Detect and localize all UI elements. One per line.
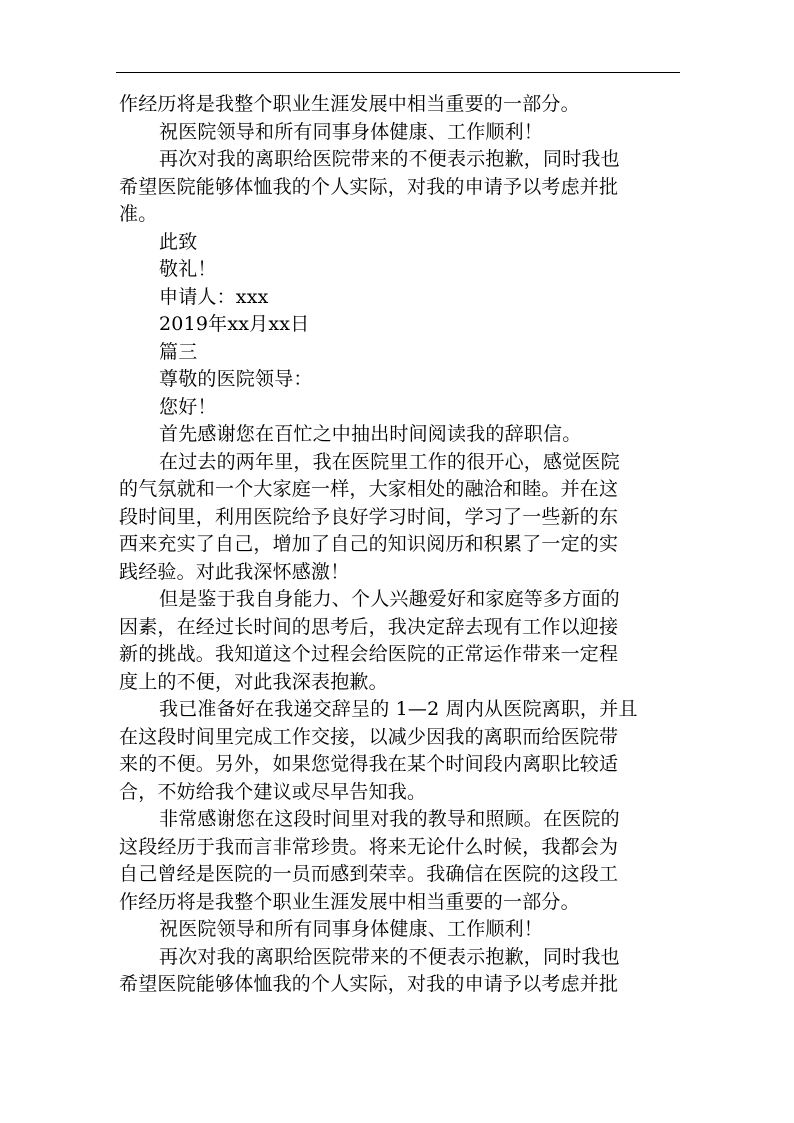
text-line: 准。 [119, 203, 158, 225]
text-line: 合，不妨给我个建议或尽早告知我。 [119, 780, 427, 803]
text-line: 自己曾经是医院的一员而感到荣幸。我确信在医院的这段工 [119, 863, 619, 885]
text-line: 度上的不便，对此我深表抱歉。 [119, 670, 388, 693]
text-line: 西来充实了自己，增加了自己的知识阅历和积累了一定的实 [119, 533, 619, 555]
text-line: 希望医院能够体恤我的个人实际，对我的申请予以考虑并批 [119, 973, 619, 995]
text-line: 再次对我的离职给医院带来的不便表示抱歉，同时我也 [159, 945, 620, 968]
text-line: 因素，在经过长时间的思考后，我决定辞去现有工作以迎接 [119, 615, 619, 638]
text-line: 祝医院领导和所有同事身体健康、工作顺利！ [159, 918, 544, 940]
text-line: 首先感谢您在百忙之中抽出时间阅读我的辞职信。 [159, 423, 582, 445]
text-line: 但是鉴于我自身能力、个人兴趣爱好和家庭等多方面的 [159, 588, 620, 610]
text-line: 来的不便。另外，如果您觉得我在某个时间段内离职比较适 [119, 753, 619, 775]
text-line: 再次对我的离职给医院带来的不便表示抱歉，同时我也 [159, 148, 620, 170]
text-line: 的气氛就和一个大家庭一样，大家相处的融洽和睦。并在这 [119, 478, 619, 500]
text-line: 段时间里，利用医院给予良好学习时间，学习了一些新的东 [119, 505, 619, 528]
text-line: 非常感谢您在这段时间里对我的教导和照顾。在医院的 [159, 808, 620, 830]
text-line: 希望医院能够体恤我的个人实际，对我的申请予以考虑并批 [119, 175, 619, 198]
text-line: 践经验。对此我深怀感激！ [119, 560, 350, 583]
header-rule [116, 72, 680, 73]
text-line: 作经历将是我整个职业生涯发展中相当重要的一部分。 [119, 890, 580, 913]
text-line: 祝医院领导和所有同事身体健康、工作顺利！ [159, 120, 544, 143]
text-line: 这段经历于我而言非常珍贵。将来无论什么时候，我都会为 [119, 835, 619, 858]
text-line: 作经历将是我整个职业生涯发展中相当重要的一部分。 [119, 93, 580, 115]
applicant-signature: 申请人：xxx [159, 285, 269, 308]
text-line: 在这段时间里完成工作交接，以减少因我的离职而给医院带 [119, 725, 619, 748]
text-line: 在过去的两年里，我在医院里工作的很开心，感觉医院 [159, 450, 620, 473]
letter-body [119, 91, 679, 999]
section-heading: 篇三 [159, 340, 198, 363]
text-line: 新的挑战。我知道这个过程会给医院的正常运作带来一定程 [119, 643, 619, 665]
letter-date: 2019年xx月xx日 [159, 313, 310, 335]
greeting-hello: 您好！ [159, 395, 217, 418]
greeting-recipient: 尊敬的医院领导： [159, 368, 313, 390]
closing-salutation: 此致 [159, 230, 198, 253]
closing-respect: 敬礼！ [159, 258, 217, 280]
text-line: 我已准备好在我递交辞呈的 1—2 周内从医院离职，并且 [159, 698, 638, 720]
